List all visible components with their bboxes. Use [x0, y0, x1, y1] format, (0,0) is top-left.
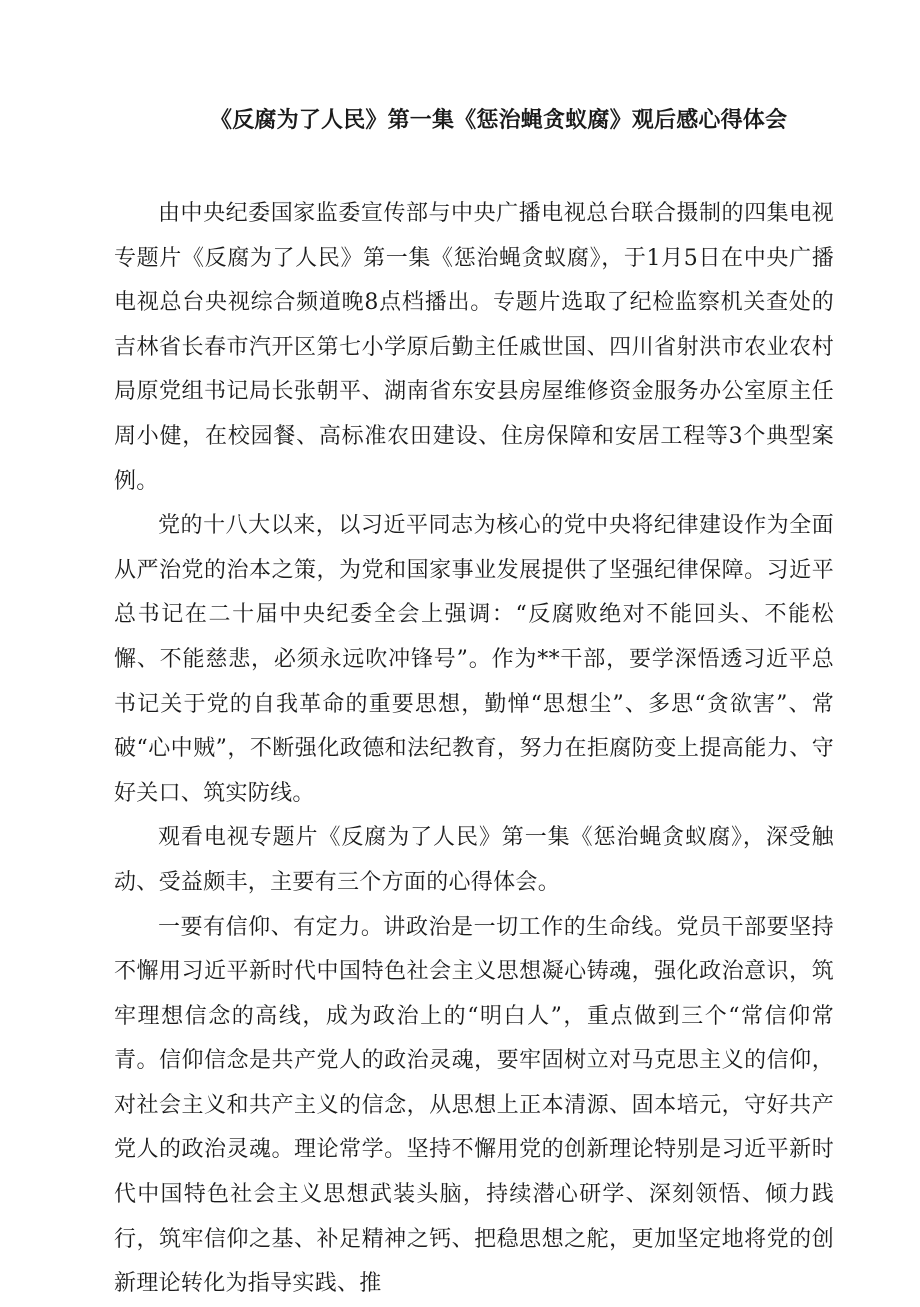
document-title: 《反腐为了人民》第一集《惩治蝇贪蚁腐》观后感心得体会 [210, 108, 788, 133]
paragraph-faith-and-resolve: 一要有信仰、有定力。讲政治是一切工作的生命线。党员干部要坚持不懈用习近平新时代中国特色社会主义思想凝心铸魂，强化政治意识，筑牢理想信念的高线，成为政治上的“明白人”，重点做到三个“常信仰常青。信仰信念是共产党人的政治灵魂，要牢固树立对马克思主义的信仰，对社会主义和共产主义的信念，从思想上正本清源、固本培元，守好共产党人的政治灵魂。理论常学。坚持不懈用党的创新理论特别是习近平新时代中国特色社会主义思想武装头脑，持续潜心研学、深刻领悟、倾力践行，筑牢信仰之基、补足精神之钙、把稳思想之舵，更加坚定地将党的创新理论转化为指导实践、推 [114, 914, 834, 1297]
document-body [114, 192, 834, 1307]
paragraph-reflections: 观看电视专题片《反腐为了人民》第一集《惩治蝇贪蚁腐》，深受触动、受益颇丰，主要有三个方面的心得体会。 [114, 825, 834, 895]
paragraph-discipline: 党的十八大以来，以习近平同志为核心的党中央将纪律建设作为全面从严治党的治本之策，为党和国家事业发展提供了坚强纪律保障。习近平总书记在二十届中央纪委全会上强调：“反腐败绝对不能回头、不能松懈、不能慈悲，必须永远吹冲锋号”。作为**干部，要学深悟透习近平总书记关于党的自我革命的重要思想，勤惮“思想尘”、多思“贪欲害”、常破“心中贼”，不断强化政德和法纪教育，努力在拒腐防变上提高能力、守好关口、筑实防线。 [114, 513, 834, 806]
paragraph-intro: 由中央纪委国家监委宣传部与中央广播电视总台联合摄制的四集电视专题片《反腐为了人民》第一集《惩治蝇贪蚁腐》，于1月5日在中央广播电视总台央视综合频道晚8点档播出。专题片选取了纪检监察机关查处的吉林省长春市汽开区第七小学原后勤主任戚世国、四川省射洪市农业农村局原党组书记局长张朝平、湖南省东安县房屋维修资金服务办公室原主任周小健，在校园餐、高标准农田建设、住房保障和安居工程等3个典型案例。 [114, 201, 834, 494]
